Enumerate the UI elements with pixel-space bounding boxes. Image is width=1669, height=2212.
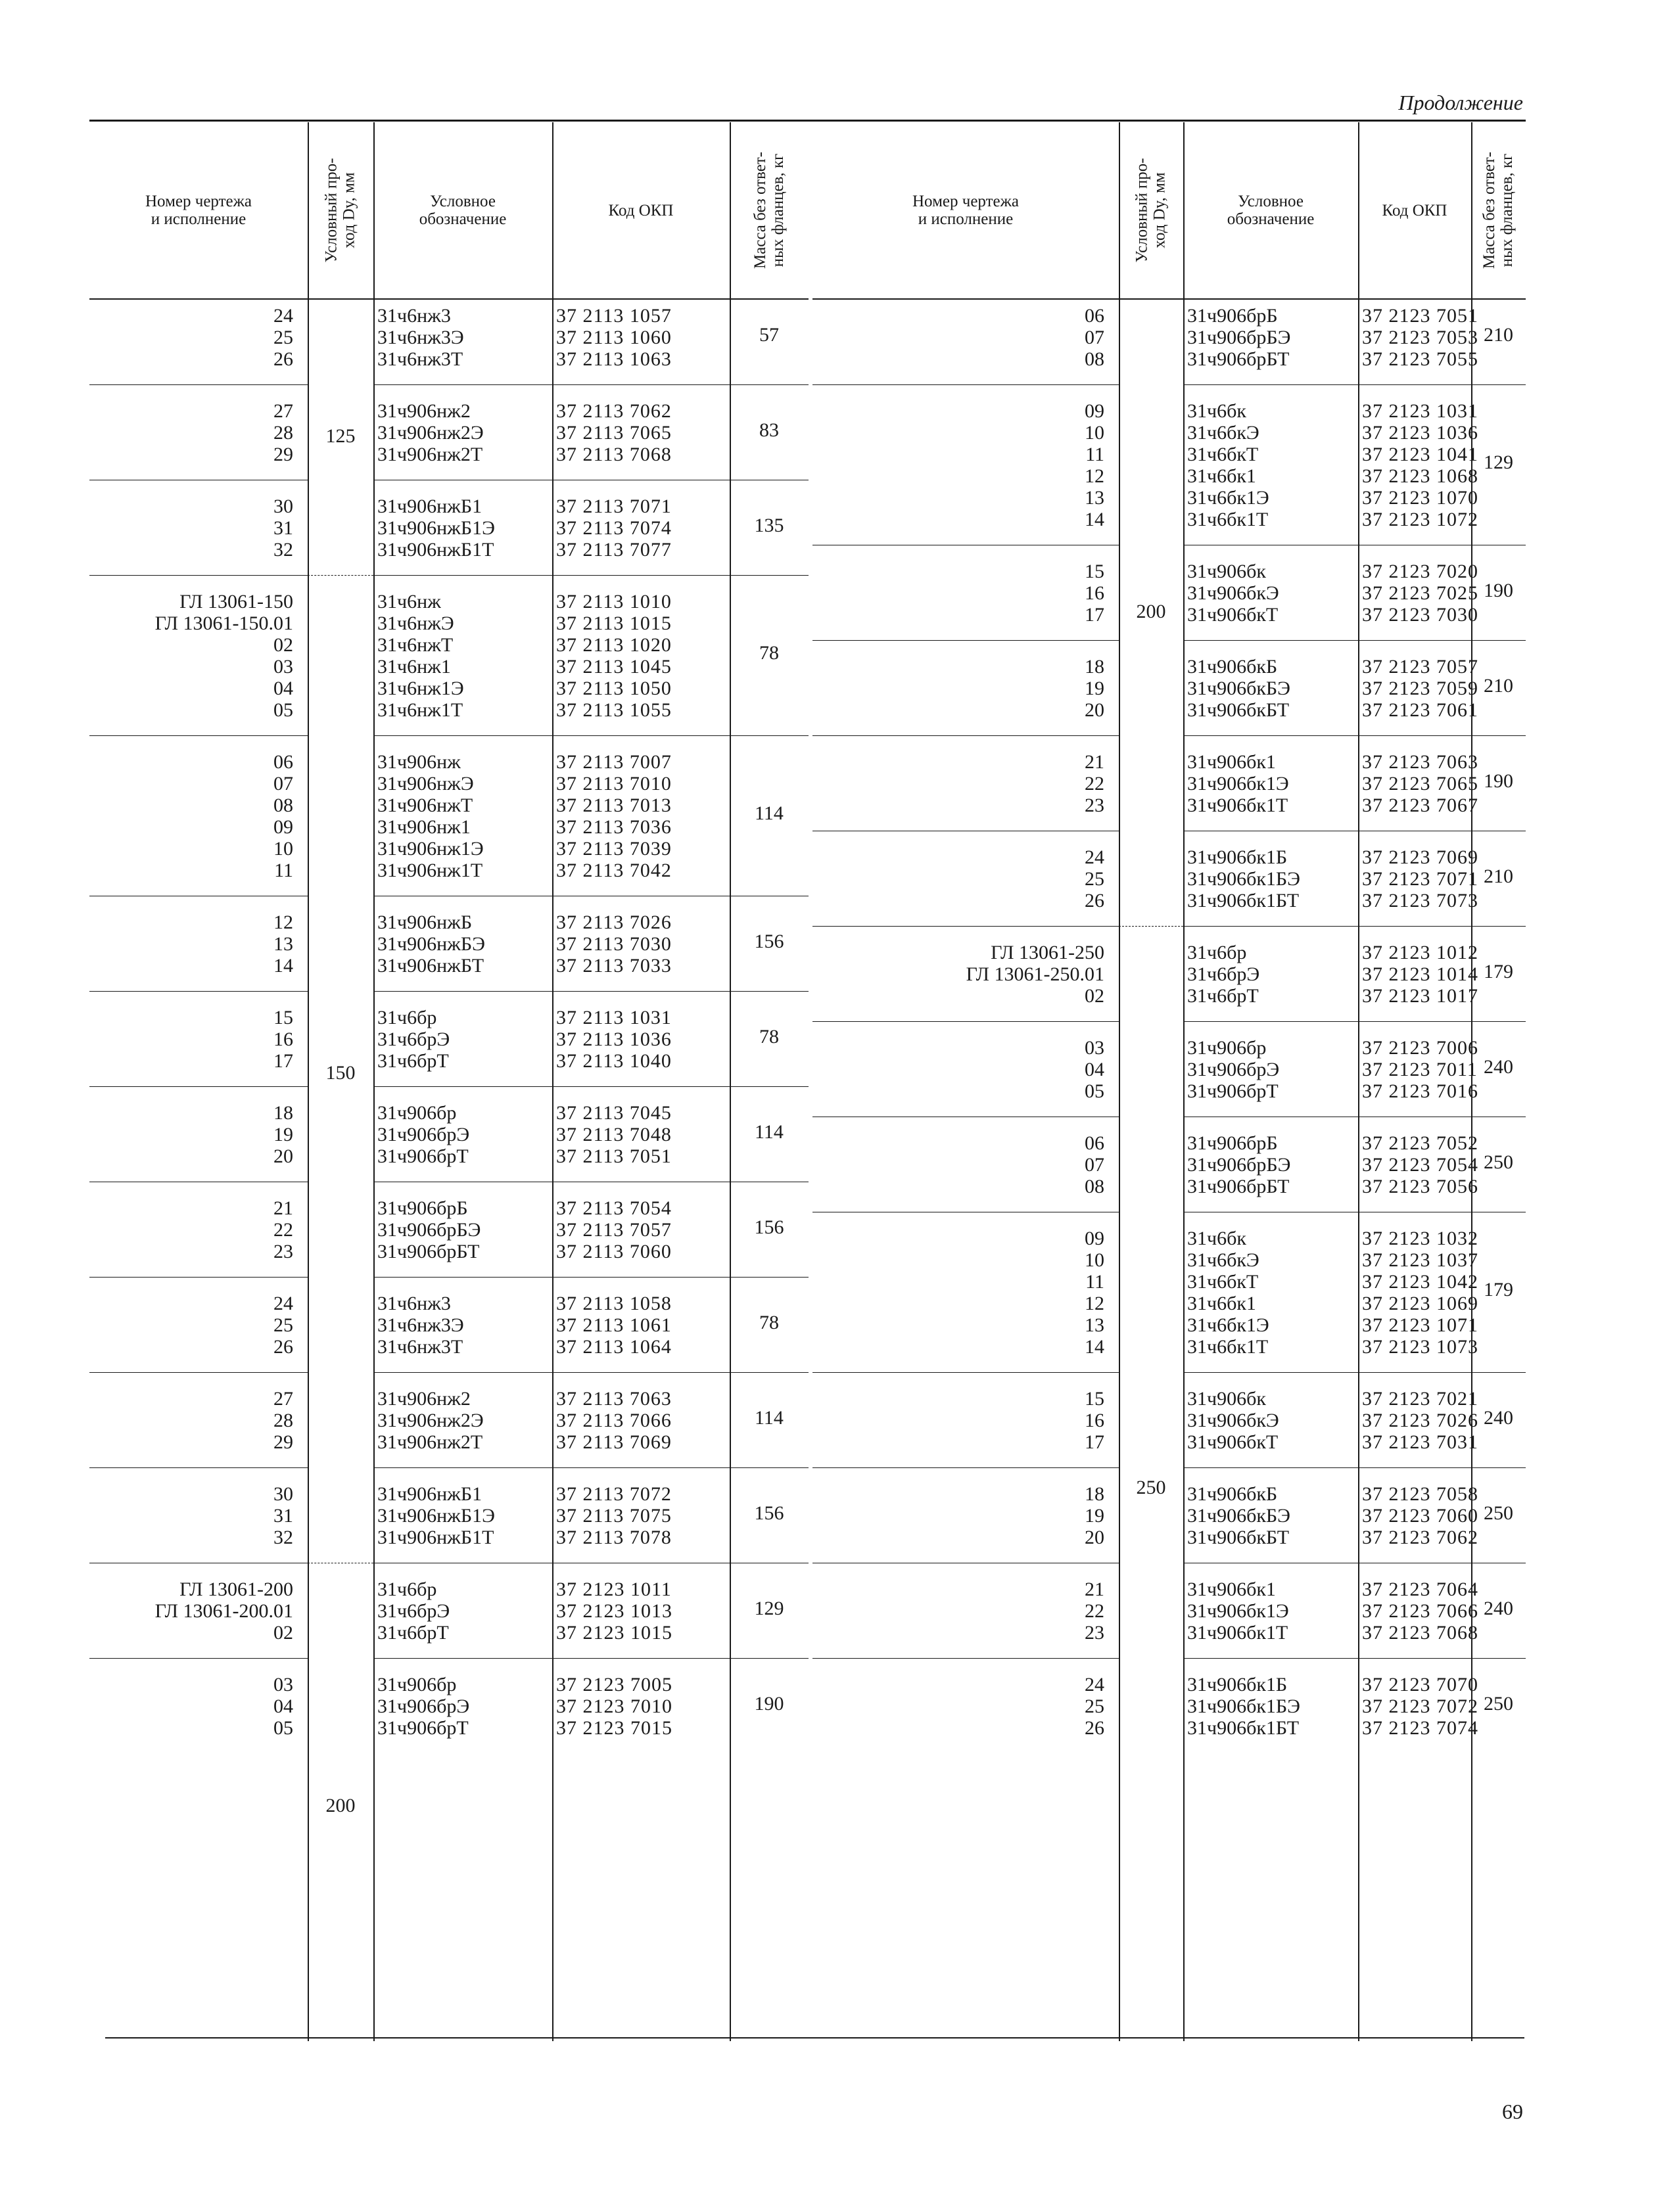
right-header-okp	[1358, 122, 1471, 298]
left-row-group	[89, 751, 809, 885]
right-dn-separator	[1119, 926, 1183, 927]
right-row-separator	[1183, 1467, 1526, 1468]
right-header-designation	[1183, 122, 1358, 298]
okp-code: 37 2113 7062 37 2113 7065 37 2113 7068	[556, 400, 672, 465]
left-row-separator	[373, 575, 809, 576]
right-row-group	[812, 400, 1526, 534]
drawing-number: 18 19 20	[1085, 1483, 1104, 1548]
mass-value: 250	[1484, 1502, 1513, 1524]
right-table-body	[812, 298, 1526, 2041]
okp-code: 37 2123 7063 37 2123 7065 37 2123 7067	[1362, 751, 1478, 816]
left-row-group	[89, 1293, 809, 1362]
right-row-group	[812, 1388, 1526, 1457]
designation: 31ч906бкБ 31ч906бкБЭ 31ч906бкБТ	[1187, 656, 1290, 721]
designation: 31ч906бк 31ч906бкЭ 31ч906бкТ	[1187, 1388, 1279, 1453]
left-row-group	[89, 400, 809, 469]
left-row-group	[89, 305, 809, 374]
right-row-group	[812, 1037, 1526, 1106]
okp-code: 37 2123 7070 37 2123 7072 37 2123 7074	[1362, 1674, 1478, 1739]
table-left-half	[89, 122, 809, 2041]
mass-value: 190	[1484, 770, 1513, 792]
designation: 31ч906бк1 31ч906бк1Э 31ч906бк1Т	[1187, 1578, 1289, 1644]
right-header-dn-text: Условный про- ход Dy, мм	[1133, 158, 1169, 263]
mass-value: 114	[755, 802, 784, 824]
mass-value: 190	[1484, 579, 1513, 601]
mass-value: 156	[754, 930, 784, 952]
okp-code: 37 2113 7071 37 2113 7074 37 2113 7077	[556, 495, 672, 561]
designation: 31ч906нж2 31ч906нж2Э 31ч906нж2Т	[377, 400, 484, 465]
drawing-number: 06 07 08 09 10 11	[273, 751, 293, 881]
left-row-group	[89, 1197, 809, 1266]
left-row-group	[89, 1578, 809, 1647]
designation: 31ч6нж 31ч6нжЭ 31ч6нжТ 31ч6нж1 31ч6нж1Э 31ч6нж1Т	[377, 591, 464, 721]
mass-value: 240	[1484, 1055, 1513, 1078]
right-row-separator	[1183, 735, 1526, 736]
left-row-separator	[89, 384, 308, 385]
mass-value: 129	[1484, 451, 1513, 473]
right-row-separator	[812, 1021, 1119, 1022]
designation: 31ч6бр 31ч6брЭ 31ч6брТ	[377, 1007, 450, 1072]
right-row-group	[812, 1228, 1526, 1362]
left-row-separator	[373, 1658, 809, 1659]
drawing-number: 03 04 05	[273, 1674, 293, 1739]
designation: 31ч6нж3 31ч6нж3Э 31ч6нж3Т	[377, 305, 464, 370]
left-row-separator	[89, 1372, 308, 1373]
left-row-group	[89, 911, 809, 980]
designation: 31ч6бк 31ч6бкЭ 31ч6бкТ 31ч6бк1 31ч6бк1Э 31ч6бк1Т	[1187, 400, 1269, 530]
left-header-mass	[730, 122, 809, 298]
drawing-number: 15 16 17	[1085, 1388, 1104, 1453]
drawing-number: 30 31 32	[273, 495, 293, 561]
page-number: 69	[1502, 2100, 1523, 2123]
left-row-group	[89, 1102, 809, 1171]
right-row-separator	[812, 1467, 1119, 1468]
designation: 31ч6бр 31ч6брЭ 31ч6брТ	[377, 1578, 450, 1644]
mass-value: 57	[759, 323, 779, 346]
right-row-group	[812, 656, 1526, 725]
drawing-number: 18 19 20	[1085, 656, 1104, 721]
mass-value: 114	[755, 1406, 784, 1429]
okp-code: 37 2113 7072 37 2113 7075 37 2113 7078	[556, 1483, 672, 1548]
okp-code: 37 2113 1058 37 2113 1061 37 2113 1064	[556, 1293, 672, 1358]
designation: 31ч906брБ 31ч906брБЭ 31ч906брБТ	[377, 1197, 481, 1262]
drawing-number: 24 25 26	[1085, 846, 1104, 911]
left-row-separator	[89, 1658, 308, 1659]
left-row-group	[89, 1483, 809, 1552]
okp-code: 37 2123 7020 37 2123 7025 37 2123 7030	[1362, 561, 1478, 626]
drawing-number: 21 22 23	[1085, 1578, 1104, 1644]
designation: 31ч906бк1 31ч906бк1Э 31ч906бк1Т	[1187, 751, 1289, 816]
nominal-diameter: 200	[1136, 600, 1166, 622]
mass-value: 210	[1484, 674, 1513, 697]
mass-value: 156	[754, 1216, 784, 1238]
okp-code: 37 2123 7006 37 2123 7011 37 2123 7016	[1362, 1037, 1478, 1102]
drawing-number: 15 16 17	[273, 1007, 293, 1072]
right-row-separator	[812, 384, 1119, 385]
right-row-separator	[1183, 1021, 1526, 1022]
designation: 31ч906нжБ1 31ч906нжБ1Э 31ч906нжБ1Т	[377, 1483, 495, 1548]
mass-value: 179	[1484, 960, 1513, 982]
okp-code: 37 2123 7005 37 2123 7010 37 2123 7015	[556, 1674, 672, 1739]
valve-table	[89, 122, 1526, 2041]
left-header-drawing	[89, 122, 308, 298]
nominal-diameter: 200	[325, 1795, 356, 1816]
left-header-row	[89, 122, 809, 300]
right-row-separator	[812, 735, 1119, 736]
designation: 31ч906бк1Б 31ч906бк1БЭ 31ч906бк1БТ	[1187, 1674, 1300, 1739]
designation: 31ч906нж2 31ч906нж2Э 31ч906нж2Т	[377, 1388, 484, 1453]
okp-code: 37 2123 7021 37 2123 7026 37 2123 7031	[1362, 1388, 1478, 1453]
left-row-separator	[89, 575, 308, 576]
okp-code: 37 2123 1031 37 2123 1036 37 2123 1041 37 2123 1068 37 2123 1070 37 2123 1072	[1362, 400, 1478, 530]
mass-value: 240	[1484, 1597, 1513, 1619]
drawing-number: 09 10 11 12 13 14	[1085, 400, 1104, 530]
mass-value: 250	[1484, 1692, 1513, 1715]
drawing-number: 15 16 17	[1085, 561, 1104, 626]
drawing-number: 21 22 23	[273, 1197, 293, 1262]
okp-code: 37 2123 7052 37 2123 7054 37 2123 7056	[1362, 1132, 1478, 1197]
drawing-number: ГЛ 13061-200 ГЛ 13061-200.01 02	[154, 1578, 293, 1644]
mass-value: 83	[759, 419, 779, 441]
left-row-group	[89, 495, 809, 565]
continued-label: Продолжение	[1398, 91, 1523, 114]
drawing-number: 06 07 08	[1085, 305, 1104, 370]
right-row-group	[812, 1674, 1526, 1743]
designation: 31ч906бр 31ч906брЭ 31ч906брТ	[1187, 1037, 1280, 1102]
okp-code: 37 2113 7063 37 2113 7066 37 2113 7069	[556, 1388, 672, 1453]
left-row-separator	[373, 1372, 809, 1373]
designation: 31ч906бкБ 31ч906бкБЭ 31ч906бкБТ	[1187, 1483, 1290, 1548]
okp-code: 37 2113 1031 37 2113 1036 37 2113 1040	[556, 1007, 672, 1072]
okp-code: 37 2123 7069 37 2123 7071 37 2123 7073	[1362, 846, 1478, 911]
drawing-number: 30 31 32	[273, 1483, 293, 1548]
right-header-mass-text: Масса без ответ- ных фланцев, кг	[1480, 151, 1516, 269]
left-header-okp	[552, 122, 730, 298]
mass-value: 210	[1484, 323, 1513, 346]
left-row-separator	[89, 735, 308, 736]
designation: 31ч906брБ 31ч906брБЭ 31ч906брБТ	[1187, 305, 1291, 370]
right-row-separator	[1183, 1372, 1526, 1373]
right-row-separator	[812, 640, 1119, 641]
drawing-number: ГЛ 13061-150 ГЛ 13061-150.01 02 03 04 05	[154, 591, 293, 721]
left-table-body	[89, 298, 809, 2041]
top-rule	[89, 120, 1526, 122]
left-header-dn	[308, 122, 373, 298]
designation: 31ч906бр 31ч906брЭ 31ч906брТ	[377, 1674, 470, 1739]
okp-code: 37 2123 1012 37 2123 1014 37 2123 1017	[1362, 942, 1478, 1007]
right-row-group	[812, 305, 1526, 374]
drawing-number: 27 28 29	[273, 400, 293, 465]
mass-value: 210	[1484, 865, 1513, 887]
right-row-group	[812, 751, 1526, 820]
left-row-separator	[89, 1277, 308, 1278]
right-header-okp-text: Код ОКП	[1382, 201, 1447, 219]
designation: 31ч906брБ 31ч906брБЭ 31ч906брБТ	[1187, 1132, 1291, 1197]
right-row-group	[812, 1132, 1526, 1201]
left-header-designation	[373, 122, 552, 298]
right-row-group	[812, 942, 1526, 1011]
right-header-mass	[1471, 122, 1526, 298]
drawing-number: 24 25 26	[273, 305, 293, 370]
right-row-separator	[1183, 1658, 1526, 1659]
okp-code: 37 2113 1057 37 2113 1060 37 2113 1063	[556, 305, 672, 370]
mass-value: 179	[1484, 1279, 1513, 1301]
left-header-drawing-text: Номер чертежа и исполнение	[145, 193, 252, 228]
right-row-group	[812, 1578, 1526, 1647]
drawing-number: 06 07 08	[1085, 1132, 1104, 1197]
mass-value: 190	[754, 1692, 784, 1715]
left-header-designation-text: Условное обозначение	[419, 193, 507, 228]
right-header-dn	[1119, 122, 1183, 298]
left-row-group	[89, 1007, 809, 1076]
nominal-diameter: 250	[1136, 1476, 1166, 1498]
okp-code: 37 2123 1032 37 2123 1037 37 2123 1042 37 2123 1069 37 2123 1071 37 2123 1073	[1362, 1228, 1478, 1358]
okp-code: 37 2123 7058 37 2123 7060 37 2123 7062	[1362, 1483, 1478, 1548]
table-right-half	[812, 122, 1526, 2041]
drawing-number: 09 10 11 12 13 14	[1085, 1228, 1104, 1358]
mass-value: 78	[759, 642, 779, 664]
mass-value: 78	[759, 1311, 779, 1333]
right-row-separator	[1183, 926, 1526, 927]
drawing-number: 12 13 14	[273, 911, 293, 977]
right-header-drawing	[812, 122, 1119, 298]
left-header-mass-text: Масса без ответ- ных фланцев, кг	[751, 151, 787, 269]
okp-code: 37 2113 7045 37 2113 7048 37 2113 7051	[556, 1102, 672, 1167]
left-row-separator	[373, 384, 809, 385]
okp-code: 37 2123 7051 37 2123 7053 37 2123 7055	[1362, 305, 1478, 370]
left-row-separator	[373, 735, 809, 736]
okp-code: 37 2113 7054 37 2113 7057 37 2113 7060	[556, 1197, 672, 1262]
right-row-separator	[812, 1658, 1119, 1659]
okp-code: 37 2113 7007 37 2113 7010 37 2113 7013 37 2113 7036 37 2113 7039 37 2113 7042	[556, 751, 672, 881]
mass-value: 78	[759, 1025, 779, 1048]
okp-code: 37 2113 1010 37 2113 1015 37 2113 1020 37 2113 1045 37 2113 1050 37 2113 1055	[556, 591, 672, 721]
right-header-drawing-text: Номер чертежа и исполнение	[912, 193, 1019, 228]
left-row-separator	[89, 991, 308, 992]
bottom-rule	[105, 2037, 1524, 2039]
designation: 31ч906бк1Б 31ч906бк1БЭ 31ч906бк1БТ	[1187, 846, 1300, 911]
drawing-number: 24 25 26	[273, 1293, 293, 1358]
left-row-separator	[373, 1277, 809, 1278]
mass-value: 135	[754, 514, 784, 536]
drawing-number: 21 22 23	[1085, 751, 1104, 816]
left-row-separator	[373, 1086, 809, 1087]
drawing-number: 27 28 29	[273, 1388, 293, 1453]
designation: 31ч6бр 31ч6брЭ 31ч6брТ	[1187, 942, 1260, 1007]
drawing-number: 18 19 20	[273, 1102, 293, 1167]
mass-value: 114	[755, 1120, 784, 1143]
right-row-separator	[812, 926, 1119, 927]
drawing-number: ГЛ 13061-250 ГЛ 13061-250.01 02	[966, 942, 1104, 1007]
left-dn-separator	[308, 575, 373, 576]
left-row-separator	[89, 1086, 308, 1087]
left-header-dn-text: Условный про- ход Dy, мм	[323, 158, 358, 263]
left-row-group	[89, 1388, 809, 1457]
left-row-separator	[89, 1467, 308, 1468]
mass-value: 156	[754, 1502, 784, 1524]
right-row-group	[812, 846, 1526, 915]
designation: 31ч906нжБ 31ч906нжБЭ 31ч906нжБТ	[377, 911, 485, 977]
okp-code: 37 2113 7026 37 2113 7030 37 2113 7033	[556, 911, 672, 977]
right-header-designation-text: Условное обозначение	[1227, 193, 1315, 228]
designation: 31ч906бк 31ч906бкЭ 31ч906бкТ	[1187, 561, 1279, 626]
mass-value: 240	[1484, 1406, 1513, 1429]
okp-code: 37 2123 7064 37 2123 7066 37 2123 7068	[1362, 1578, 1478, 1644]
drawing-number: 24 25 26	[1085, 1674, 1104, 1739]
right-row-separator	[812, 1372, 1119, 1373]
designation: 31ч906нж 31ч906нжЭ 31ч906нжТ 31ч906нж1 31ч906нж1Э 31ч906нж1Т	[377, 751, 484, 881]
left-row-group	[89, 591, 809, 725]
okp-code: 37 2123 7057 37 2123 7059 37 2123 7061	[1362, 656, 1478, 721]
designation: 31ч906нжБ1 31ч906нжБ1Э 31ч906нжБ1Т	[377, 495, 495, 561]
designation: 31ч6нж3 31ч6нж3Э 31ч6нж3Т	[377, 1293, 464, 1358]
right-header-row	[812, 122, 1526, 300]
okp-code: 37 2123 1011 37 2123 1013 37 2123 1015	[556, 1578, 672, 1644]
designation: 31ч6бк 31ч6бкЭ 31ч6бкТ 31ч6бк1 31ч6бк1Э 31ч6бк1Т	[1187, 1228, 1269, 1358]
designation: 31ч906бр 31ч906брЭ 31ч906брТ	[377, 1102, 470, 1167]
mass-value: 250	[1484, 1151, 1513, 1173]
nominal-diameter: 150	[325, 1061, 356, 1084]
left-row-group	[89, 1674, 809, 1743]
nominal-diameter: 125	[325, 425, 356, 447]
left-row-separator	[373, 1467, 809, 1468]
right-row-separator	[1183, 384, 1526, 385]
mass-value: 129	[754, 1597, 784, 1619]
left-header-okp-text: Код ОКП	[608, 201, 674, 219]
drawing-number: 03 04 05	[1085, 1037, 1104, 1102]
right-row-separator	[1183, 640, 1526, 641]
left-row-separator	[373, 991, 809, 992]
